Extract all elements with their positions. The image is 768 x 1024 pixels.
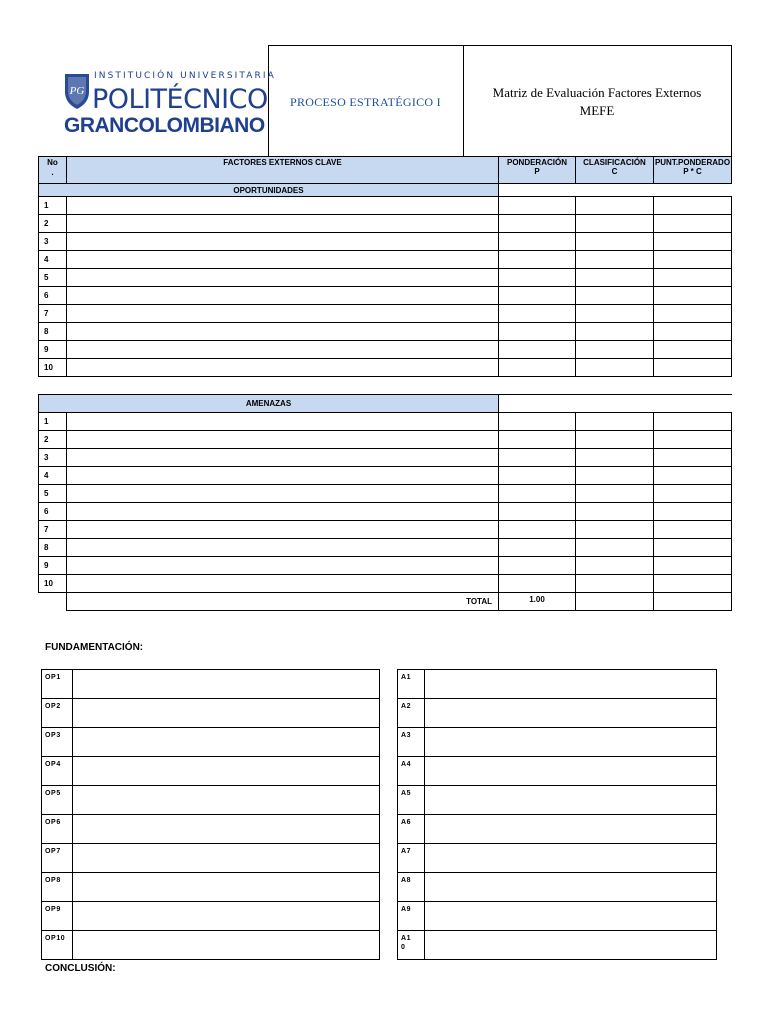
opportunity-weight-cell[interactable] <box>499 233 576 251</box>
opportunity-factor-cell[interactable] <box>67 323 499 341</box>
op-justification-row <box>42 902 380 931</box>
process-cell <box>268 46 463 159</box>
threat-rating-cell[interactable] <box>576 575 654 593</box>
opportunity-score-cell[interactable] <box>654 305 732 323</box>
conclusion-label: CONCLUSIÓN: <box>45 963 116 974</box>
logo-line-2: POLITÉCNICO <box>92 83 268 115</box>
threat-score-cell[interactable] <box>654 521 732 539</box>
a-justification-label <box>398 786 425 815</box>
threat-score-cell[interactable] <box>654 575 732 593</box>
a-label-line-2: 0 <box>401 944 406 951</box>
a-justification-row <box>398 815 717 844</box>
opportunity-factor-cell[interactable] <box>67 287 499 305</box>
threat-row <box>39 539 732 557</box>
a-label-line-1: A6 <box>401 819 412 826</box>
total-rating[interactable] <box>576 593 654 611</box>
opportunity-weight-cell[interactable] <box>499 359 576 377</box>
op-justification-row <box>42 670 380 699</box>
threat-weight-cell[interactable] <box>499 485 576 503</box>
opportunity-factor-cell[interactable] <box>67 359 499 377</box>
threat-rating-cell[interactable] <box>576 467 654 485</box>
threat-row <box>39 467 732 485</box>
threat-row-number: 2 <box>39 431 67 449</box>
opportunity-rating-cell[interactable] <box>576 323 654 341</box>
process-name: PROCESO ESTRATÉGICO I <box>290 94 441 109</box>
a-justification-field[interactable] <box>425 728 717 757</box>
threat-rating-cell[interactable] <box>576 449 654 467</box>
title-cell <box>463 46 731 159</box>
opportunity-score-cell[interactable] <box>654 215 732 233</box>
op-justification-row <box>42 786 380 815</box>
weight-symbol: P <box>534 167 540 176</box>
opportunity-rating-cell[interactable] <box>576 287 654 305</box>
opportunity-row-number: 3 <box>39 233 67 251</box>
threat-rating-cell[interactable] <box>576 431 654 449</box>
op-justification-field[interactable] <box>73 815 380 844</box>
opportunity-weight-cell[interactable] <box>499 215 576 233</box>
opportunity-row-number: 10 <box>39 359 67 377</box>
threat-score-cell[interactable] <box>654 467 732 485</box>
opportunity-factor-cell[interactable] <box>67 233 499 251</box>
op-justification-field[interactable] <box>73 786 380 815</box>
a-justification-field[interactable] <box>425 815 717 844</box>
a-justification-row <box>398 844 717 873</box>
opportunity-rating-cell[interactable] <box>576 197 654 215</box>
threat-factor-cell[interactable] <box>67 431 499 449</box>
threats-section-label: AMENAZAS <box>39 395 499 413</box>
opportunity-rating-cell[interactable] <box>576 269 654 287</box>
op-justification-row <box>42 931 380 960</box>
opportunity-row-number: 1 <box>39 197 67 215</box>
opportunity-score-cell[interactable] <box>654 233 732 251</box>
opportunity-row <box>39 215 732 233</box>
no-label: No <box>47 158 58 167</box>
threat-weight-cell[interactable] <box>499 557 576 575</box>
opportunity-row <box>39 341 732 359</box>
op-justification-label: OP9 <box>42 902 73 931</box>
a-justification-label <box>398 902 425 931</box>
opportunity-score-cell[interactable] <box>654 287 732 305</box>
opportunity-weight-cell[interactable] <box>499 305 576 323</box>
op-justification-label: OP3 <box>42 728 73 757</box>
column-header-no <box>39 157 67 184</box>
threat-factor-cell[interactable] <box>67 539 499 557</box>
svg-text:PG: PG <box>69 84 85 97</box>
op-justification-row <box>42 873 380 902</box>
threat-factor-cell[interactable] <box>67 575 499 593</box>
threat-score-cell[interactable] <box>654 449 732 467</box>
op-justification-label: OP10 <box>42 931 73 960</box>
a-justification-field[interactable] <box>425 670 717 699</box>
column-header-score <box>654 157 732 184</box>
threat-factor-cell[interactable] <box>67 467 499 485</box>
opportunity-rating-cell[interactable] <box>576 251 654 269</box>
threat-weight-cell[interactable] <box>499 467 576 485</box>
a-justification-row <box>398 786 717 815</box>
op-justification-field[interactable] <box>73 699 380 728</box>
op-justification-label: OP1 <box>42 670 73 699</box>
threat-weight-cell[interactable] <box>499 449 576 467</box>
opportunities-rows <box>39 197 732 377</box>
a-justification-label <box>398 815 425 844</box>
threat-rating-cell[interactable] <box>576 539 654 557</box>
opportunity-row <box>39 197 732 215</box>
shield-icon <box>64 72 90 110</box>
opportunity-score-cell[interactable] <box>654 269 732 287</box>
a-justification-row <box>398 699 717 728</box>
op-justification-label: OP7 <box>42 844 73 873</box>
a-label-line-1: A1 <box>401 674 412 681</box>
opportunities-table <box>38 156 732 377</box>
op-justification-label: OP4 <box>42 757 73 786</box>
a-justification-field[interactable] <box>425 786 717 815</box>
threat-weight-cell[interactable] <box>499 539 576 557</box>
a-justification-row <box>398 931 717 960</box>
threat-score-cell[interactable] <box>654 413 732 431</box>
op-justification-field[interactable] <box>73 670 380 699</box>
institution-logo <box>38 46 276 158</box>
op-justification-field[interactable] <box>73 728 380 757</box>
opportunity-weight-cell[interactable] <box>499 287 576 305</box>
threat-weight-cell[interactable] <box>499 413 576 431</box>
threats-rows <box>39 413 732 593</box>
total-spacer <box>39 593 67 611</box>
threat-row <box>39 431 732 449</box>
threat-factor-cell[interactable] <box>67 449 499 467</box>
op-justification-label: OP5 <box>42 786 73 815</box>
opportunity-rating-cell[interactable] <box>576 305 654 323</box>
threat-factor-cell[interactable] <box>67 485 499 503</box>
threat-weight-cell[interactable] <box>499 521 576 539</box>
threat-row-number: 8 <box>39 539 67 557</box>
a-label-line-1: A3 <box>401 732 412 739</box>
a-label-line-1: A4 <box>401 761 412 768</box>
op-justification-field[interactable] <box>73 757 380 786</box>
a-justification-label <box>398 873 425 902</box>
op-justification-field[interactable] <box>73 902 380 931</box>
op-justification-row <box>42 699 380 728</box>
opportunity-row <box>39 251 732 269</box>
threat-rating-cell[interactable] <box>576 503 654 521</box>
opportunities-justification-table <box>41 669 380 960</box>
a-label-line-1: A8 <box>401 877 412 884</box>
threat-score-cell[interactable] <box>654 431 732 449</box>
section-spacer <box>499 395 732 413</box>
a-justification-label <box>398 844 425 873</box>
threat-score-cell[interactable] <box>654 485 732 503</box>
threat-factor-cell[interactable] <box>67 503 499 521</box>
opportunities-section-label: OPORTUNIDADES <box>39 184 499 197</box>
column-header-factors: FACTORES EXTERNOS CLAVE <box>67 157 499 184</box>
opportunity-weight-cell[interactable] <box>499 251 576 269</box>
threat-factor-cell[interactable] <box>67 557 499 575</box>
opportunity-row-number: 7 <box>39 305 67 323</box>
threat-row-number: 3 <box>39 449 67 467</box>
threat-row-number: 6 <box>39 503 67 521</box>
op-justification-label: OP8 <box>42 873 73 902</box>
threat-rating-cell[interactable] <box>576 485 654 503</box>
opportunity-row <box>39 359 732 377</box>
title-line-2: MEFE <box>579 102 615 118</box>
opportunity-row-number: 6 <box>39 287 67 305</box>
op-justification-row <box>42 757 380 786</box>
op-justification-row <box>42 844 380 873</box>
opportunity-score-cell[interactable] <box>654 323 732 341</box>
column-header-weight <box>499 157 576 184</box>
a-justification-label <box>398 728 425 757</box>
weight-label: PONDERACIÓN <box>506 158 567 167</box>
threat-row <box>39 557 732 575</box>
op-justification-field[interactable] <box>73 931 380 960</box>
opportunity-weight-cell[interactable] <box>499 269 576 287</box>
total-weight[interactable]: 1.00 <box>499 593 576 611</box>
opportunity-score-cell[interactable] <box>654 341 732 359</box>
a-label-line-1: A7 <box>401 848 412 855</box>
a-label-line-1: A2 <box>401 703 412 710</box>
opportunity-rating-cell[interactable] <box>576 215 654 233</box>
opportunity-score-cell[interactable] <box>654 251 732 269</box>
threat-factor-cell[interactable] <box>67 413 499 431</box>
section-spacer <box>499 184 732 197</box>
threat-score-cell[interactable] <box>654 539 732 557</box>
opportunity-weight-cell[interactable] <box>499 341 576 359</box>
threat-rating-cell[interactable] <box>576 413 654 431</box>
opportunity-factor-cell[interactable] <box>67 341 499 359</box>
threat-row-number: 4 <box>39 467 67 485</box>
a-justification-label <box>398 699 425 728</box>
logo-cell <box>38 46 276 159</box>
opportunity-factor-cell[interactable] <box>67 251 499 269</box>
opportunity-weight-cell[interactable] <box>499 197 576 215</box>
opportunity-rating-cell[interactable] <box>576 341 654 359</box>
opportunity-weight-cell[interactable] <box>499 323 576 341</box>
opportunity-row <box>39 305 732 323</box>
a-justification-field[interactable] <box>425 757 717 786</box>
a-label-line-1: A1 <box>401 935 412 942</box>
opportunity-score-cell[interactable] <box>654 359 732 377</box>
op-justification-label: OP2 <box>42 699 73 728</box>
a-justification-field[interactable] <box>425 844 717 873</box>
score-label: PUNT.PONDERADO <box>654 158 731 167</box>
opportunity-row-number: 5 <box>39 269 67 287</box>
opportunity-row-number: 4 <box>39 251 67 269</box>
no-label-dot: . <box>51 168 54 177</box>
document-header <box>38 45 732 159</box>
opportunity-row-number: 8 <box>39 323 67 341</box>
threat-row-number: 7 <box>39 521 67 539</box>
a-justification-row <box>398 728 717 757</box>
a-justification-field[interactable] <box>425 699 717 728</box>
column-header-rating <box>576 157 654 184</box>
opportunity-row <box>39 287 732 305</box>
a-justification-label <box>398 757 425 786</box>
logo-line-1: INSTITUCIÓN UNIVERSITARIA <box>94 70 276 81</box>
opportunity-rating-cell[interactable] <box>576 233 654 251</box>
opportunity-score-cell[interactable] <box>654 197 732 215</box>
threat-row-number: 5 <box>39 485 67 503</box>
opportunity-row <box>39 323 732 341</box>
title-line-1: Matriz de Evaluación Factores Externos <box>492 84 702 100</box>
rating-symbol: C <box>611 167 618 176</box>
total-label: TOTAL <box>67 593 499 611</box>
threat-row <box>39 413 732 431</box>
threat-score-cell[interactable] <box>654 557 732 575</box>
threat-row-number: 10 <box>39 575 67 593</box>
a-label-line-1: A9 <box>401 906 412 913</box>
opportunity-row <box>39 233 732 251</box>
op-justification-field[interactable] <box>73 873 380 902</box>
opportunity-row <box>39 269 732 287</box>
a-justification-field[interactable] <box>425 873 717 902</box>
op-justification-row <box>42 728 380 757</box>
a-justification-label <box>398 670 425 699</box>
threats-table <box>38 394 732 611</box>
document-title <box>464 84 731 120</box>
opportunity-factor-cell[interactable] <box>67 215 499 233</box>
threat-weight-cell[interactable] <box>499 503 576 521</box>
op-justification-row <box>42 815 380 844</box>
opportunity-factor-cell[interactable] <box>67 197 499 215</box>
a-justification-row <box>398 757 717 786</box>
threat-row <box>39 575 732 593</box>
op-justification-field[interactable] <box>73 844 380 873</box>
threat-weight-cell[interactable] <box>499 431 576 449</box>
opportunity-factor-cell[interactable] <box>67 305 499 323</box>
rating-label: CLASIFICACIÓN <box>583 158 646 167</box>
a-justification-label <box>398 931 425 960</box>
threat-row <box>39 503 732 521</box>
threat-row <box>39 449 732 467</box>
opportunity-factor-cell[interactable] <box>67 269 499 287</box>
score-symbol: P * C <box>683 167 702 176</box>
total-score[interactable] <box>654 593 732 611</box>
threat-score-cell[interactable] <box>654 503 732 521</box>
threat-row-number: 9 <box>39 557 67 575</box>
opportunity-rating-cell[interactable] <box>576 359 654 377</box>
a-justification-field[interactable] <box>425 931 717 960</box>
opportunity-row-number: 9 <box>39 341 67 359</box>
fundamentacion-label: FUNDAMENTACIÓN: <box>45 642 144 653</box>
threats-justification-table <box>397 669 717 960</box>
threat-row <box>39 521 732 539</box>
a-justification-row <box>398 873 717 902</box>
threat-weight-cell[interactable] <box>499 575 576 593</box>
threat-rating-cell[interactable] <box>576 557 654 575</box>
op-justification-label: OP6 <box>42 815 73 844</box>
logo-line-3: GRANCOLOMBIANO <box>64 113 265 137</box>
a-justification-row <box>398 670 717 699</box>
threat-rating-cell[interactable] <box>576 521 654 539</box>
opportunity-row-number: 2 <box>39 215 67 233</box>
threat-factor-cell[interactable] <box>67 521 499 539</box>
threat-row-number: 1 <box>39 413 67 431</box>
a-justification-row <box>398 902 717 931</box>
a-justification-field[interactable] <box>425 902 717 931</box>
a-label-line-1: A5 <box>401 790 412 797</box>
threat-row <box>39 485 732 503</box>
